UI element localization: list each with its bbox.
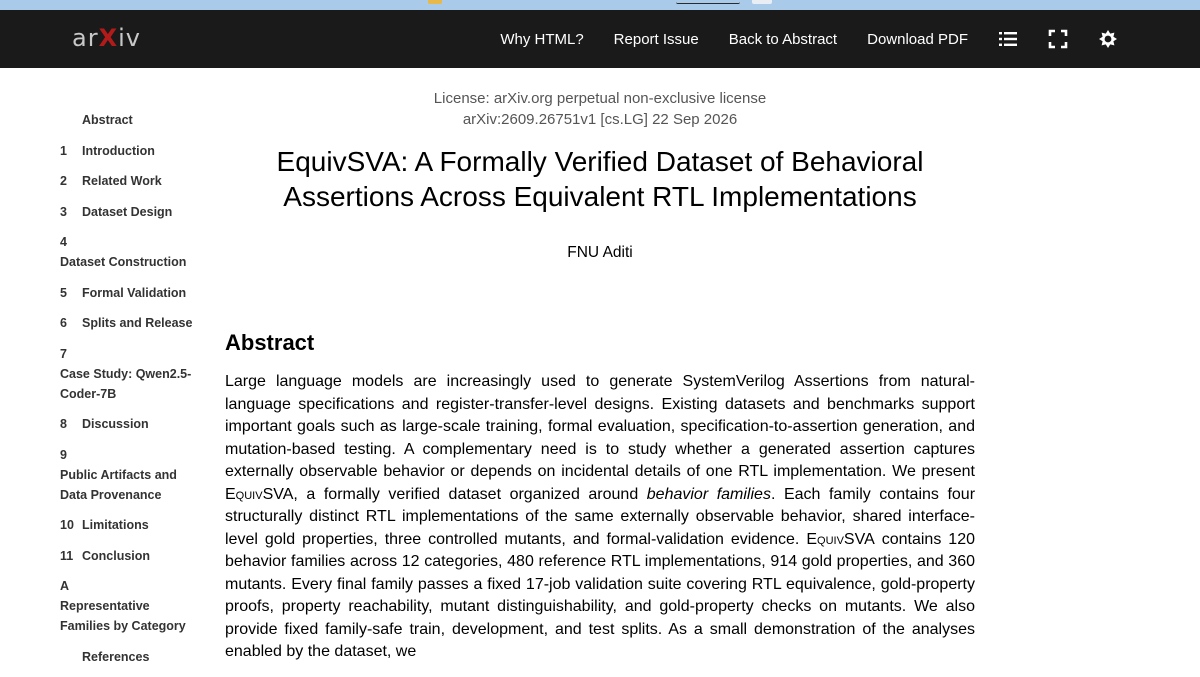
toc-label: References (82, 649, 150, 664)
toc-label: Discussion (82, 417, 149, 431)
toc-number: 5 (60, 285, 67, 300)
abstract-text (225, 371, 975, 664)
toc-number: 3 (60, 204, 67, 219)
toc-item[interactable] (60, 414, 200, 434)
toc-label: Limitations (82, 518, 149, 532)
toc-item[interactable] (60, 515, 200, 535)
toc-item[interactable] (60, 232, 200, 272)
toc-number: 6 (60, 316, 67, 330)
back-to-abstract-link[interactable]: Back to Abstract (728, 30, 838, 48)
fullscreen-icon[interactable] (1048, 29, 1068, 49)
toc-label: Formal Validation (82, 285, 187, 300)
toc-label: Dataset Design (82, 204, 173, 219)
toc-number: 9 (60, 447, 67, 462)
toc-number: 11 (60, 548, 74, 563)
toc-number: 1 (60, 143, 67, 158)
toc-number: 10 (60, 518, 74, 532)
banner-link[interactable] (676, 0, 740, 4)
abstract-part: . Each family contains four structurally distinct RTL implementations of the same externally observable behavior, shared interface-level gold properties, three controlled mutants, and formal-validation evidence. (225, 485, 976, 548)
toc-number (60, 110, 82, 130)
toc-item[interactable] (60, 546, 200, 566)
toc-item[interactable] (60, 647, 200, 667)
toc-label: Representative Families by Category (60, 599, 186, 633)
toc-number: 2 (60, 174, 67, 188)
toc-item[interactable] (60, 283, 200, 303)
abstract-emphasis: behavior families (646, 485, 771, 503)
toc-number: A (60, 579, 70, 593)
toc-item[interactable] (60, 445, 200, 505)
dataset-name: EquivSVA (806, 530, 875, 548)
report-issue-link[interactable]: Report Issue (613, 30, 699, 48)
browser-banner-strip (0, 0, 1200, 10)
logo-part-iv: iv (118, 24, 141, 52)
toc-number: 7 (60, 346, 67, 361)
toc-number (60, 647, 82, 667)
license-line[interactable]: License: arXiv.org perpetual non-exclusive license (433, 90, 767, 107)
paper-authors: FNU Aditi (567, 244, 633, 261)
banner-emoji-icon (428, 0, 442, 4)
paper-title: EquivSVA: A Formally Verified Dataset of Behavioral Assertions Across Equivalent RTL Implementations (276, 146, 924, 212)
toc-number: 8 (60, 417, 67, 431)
toc-item[interactable] (60, 576, 200, 636)
arxiv-id-line: arXiv:2609.26751v1 [cs.LG] 22 Sep 2026 (462, 111, 738, 128)
settings-icon[interactable] (1098, 29, 1118, 49)
toc-label: Abstract (82, 113, 133, 127)
abstract-part: , a formally verified dataset organized around (293, 485, 647, 503)
table-of-contents (60, 110, 200, 677)
top-navbar (0, 10, 1200, 68)
toc-item[interactable] (60, 141, 200, 161)
paper-content (225, 88, 975, 664)
toc-label: Splits and Release (82, 316, 193, 330)
toc-label: Introduction (82, 143, 155, 158)
toc-label: Related Work (82, 174, 162, 188)
why-html-link[interactable]: Why HTML? (500, 30, 584, 48)
logo-part-ar: ar (72, 24, 99, 52)
toc-label: Conclusion (82, 548, 151, 563)
toc-label: Case Study: Qwen2.5-Coder-7B (60, 366, 192, 401)
banner-close-icon[interactable] (752, 0, 772, 4)
toc-item[interactable] (60, 313, 200, 333)
dataset-name: EquivSVA (225, 485, 294, 503)
abstract-part: Large language models are increasingly used to generate SystemVerilog Assertions from natural-language specifications and register-transfer-level designs. Existing datasets and benchmarks support important goals such as large-scale training, formal evaluation, specification-to-assertion generation, and mutation-based testing. A complementary need is to study whether a generated assertion captures externally observable behavior or depends on incidental details of one RTL implementation. We present (225, 373, 975, 480)
toc-item[interactable] (60, 202, 200, 222)
download-pdf-link[interactable]: Download PDF (867, 30, 968, 48)
list-icon[interactable] (998, 29, 1018, 49)
logo-part-x: X (98, 24, 119, 52)
toc-item[interactable] (60, 344, 200, 404)
abstract-part: contains 120 behavior families across 12 categories, 480 reference RTL implementations, 914 gold properties, and 360 mutants. Every final family passes a fixed 17-job validation suite covering RTL equivalence, gold-property proofs, property reachability, mutant distinguishability, and gold-property checks on mutants. We also provide fixed family-safe train, development, and test splits. As a small demonstration of the analyses enabled by the dataset, we (225, 530, 975, 660)
arxiv-logo[interactable] (72, 24, 141, 52)
toc-label: Dataset Construction (60, 255, 187, 269)
toc-item[interactable] (60, 110, 200, 130)
abstract-heading: Abstract (225, 330, 315, 355)
nav-links (500, 10, 1200, 68)
toc-number: 4 (60, 235, 67, 249)
toc-label: Public Artifacts and Data Provenance (60, 467, 177, 502)
toc-item[interactable] (60, 171, 200, 191)
